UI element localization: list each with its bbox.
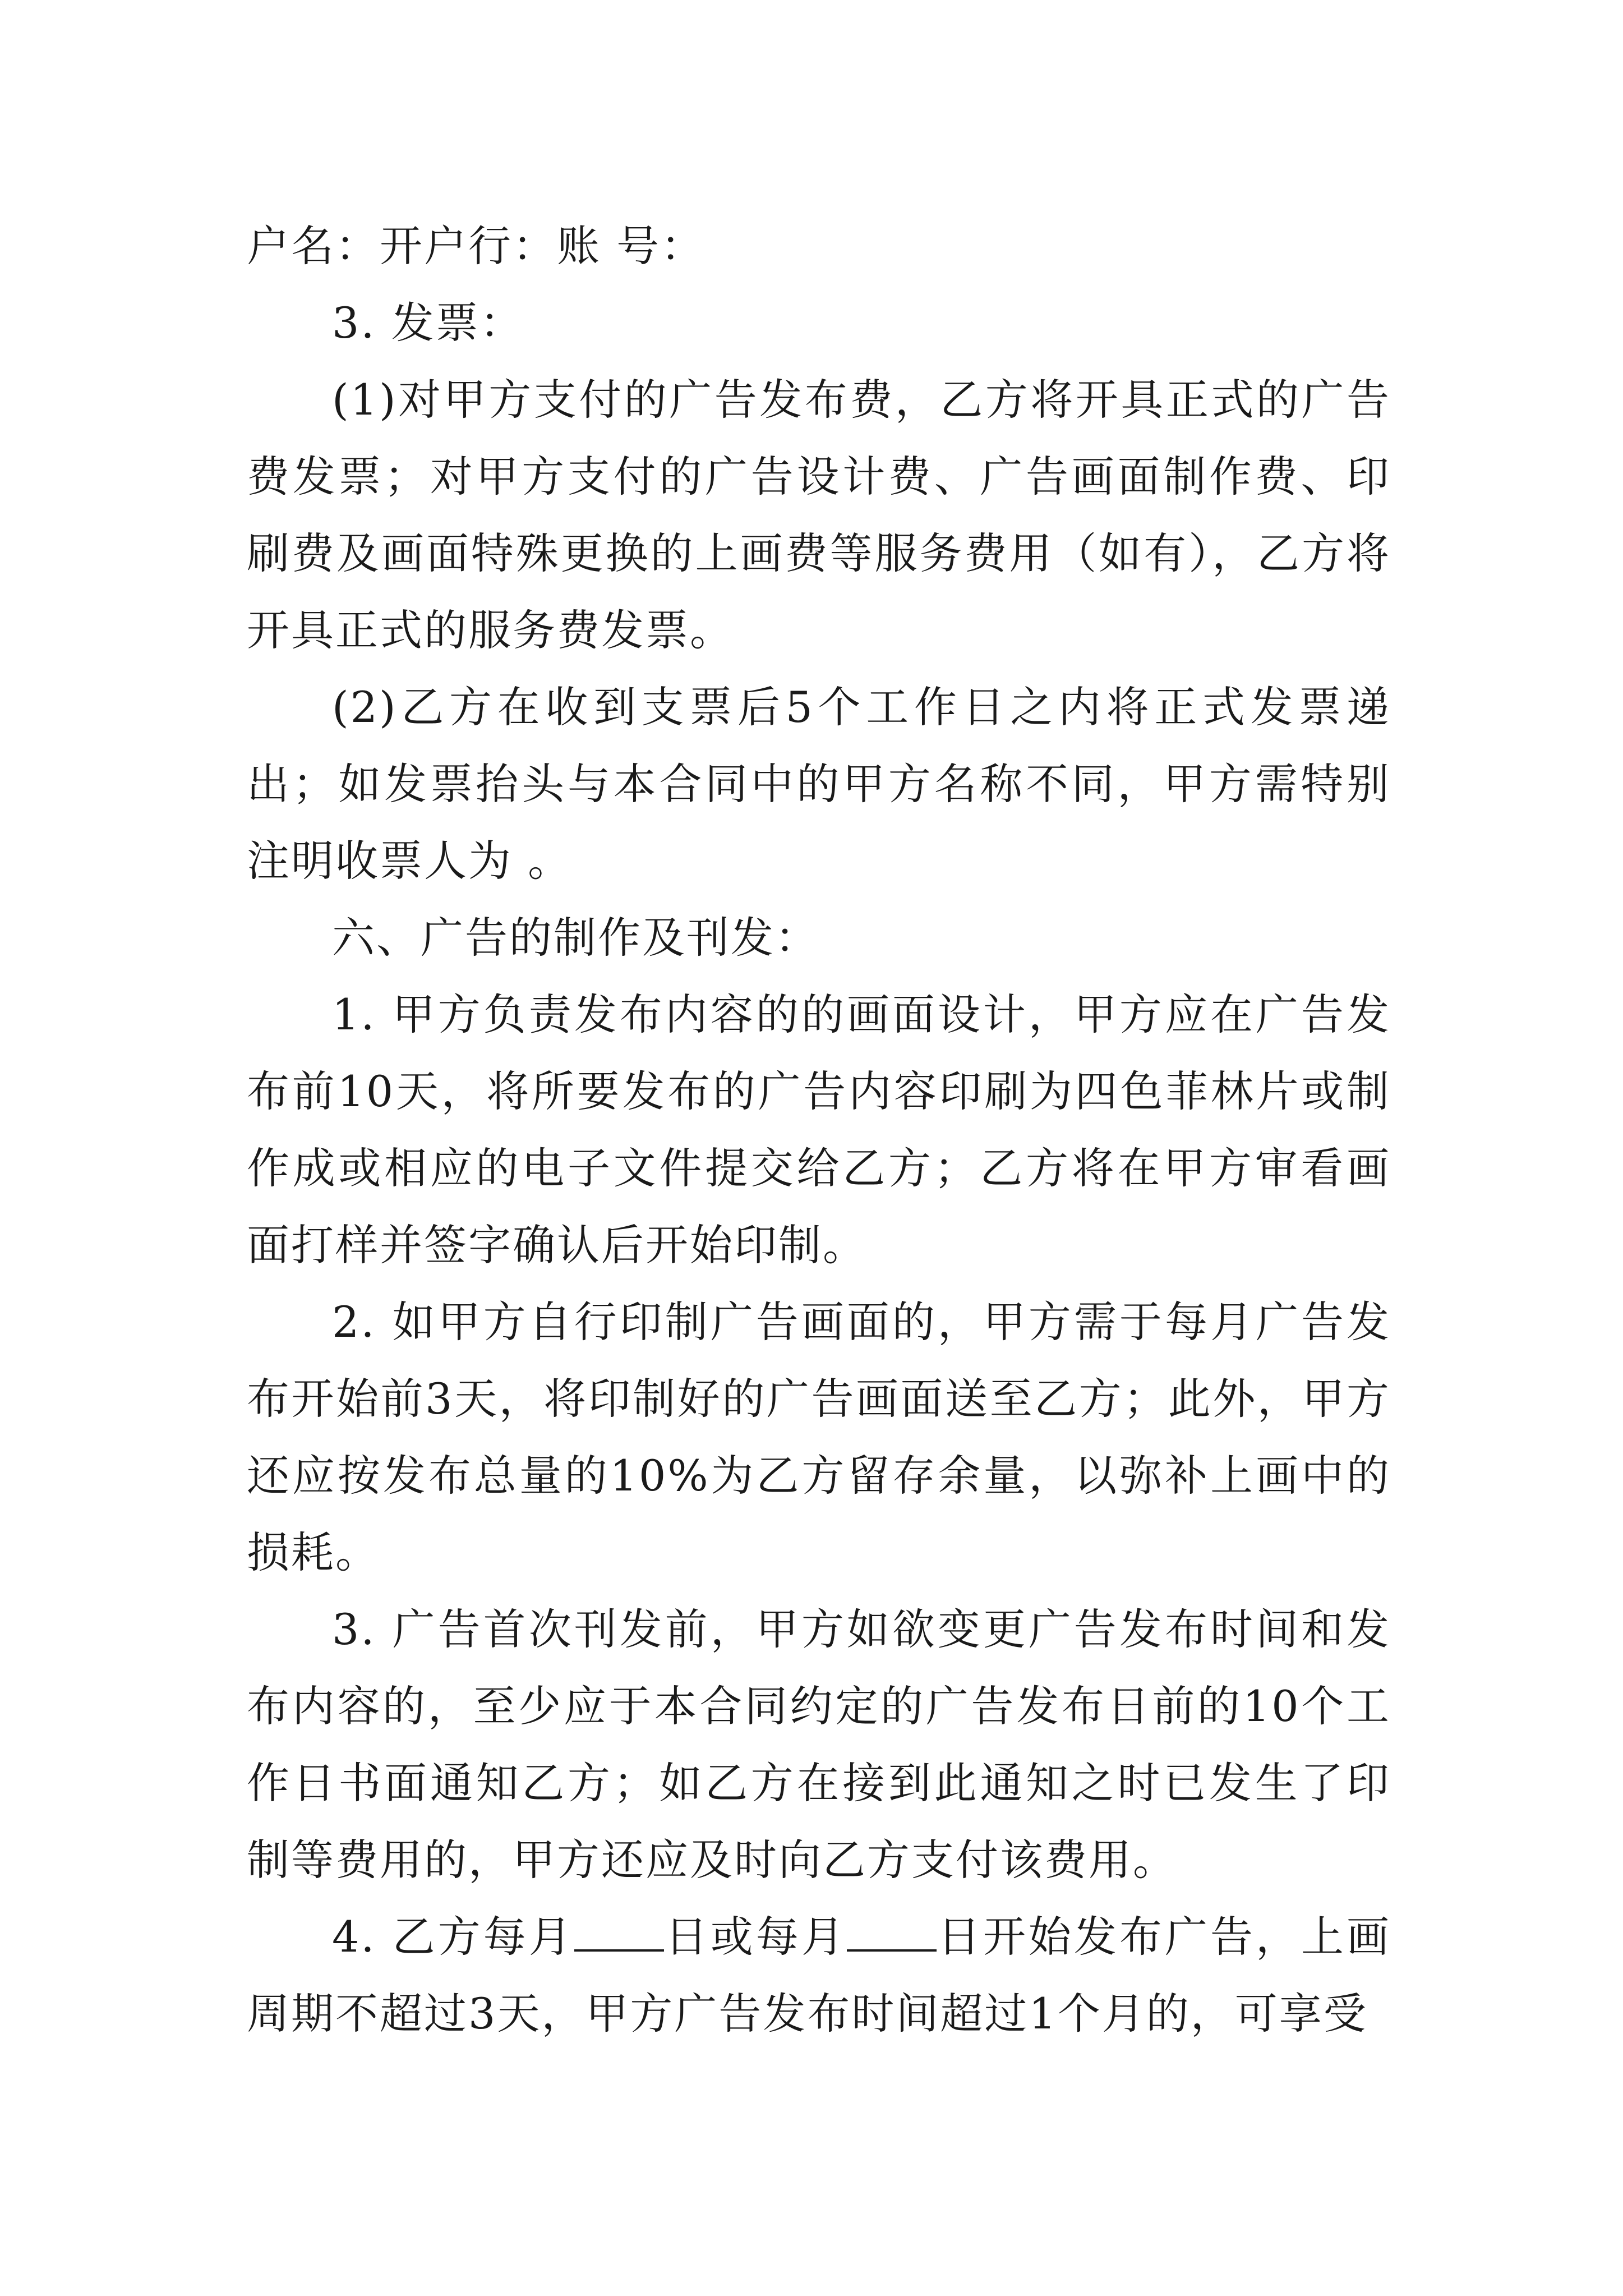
clause-4-part-1: 4. 乙方每月 [332, 1912, 574, 1962]
fill-blank-day-2 [847, 1916, 937, 1952]
production-clause-1: 1. 甲方负责发布内容的的画面设计，甲方应在广告发布前10天，将所要发布的广告内容印刷为四色菲林片或制作成或相应的电子文件提交给乙方；乙方将在甲方审看画面打样并签字确认后开始印制。 [247, 990, 1391, 1270]
production-clause-3: 3. 广告首次刊发前，甲方如欲变更广告发布时间和发布内容的，至少应于本合同约定的广告发布日前的10个工作日书面通知乙方；如乙方在接到此通知之时已发生了印制等费用的，甲方还应及时向乙方支付该费用。 [247, 1604, 1391, 1885]
production-clause-2: 2. 如甲方自行印制广告画面的，甲方需于每月广告发布开始前3天，将印制好的广告画面送至乙方；此外，甲方还应按发布总量的10%为乙方留存余量，以弥补上画中的损耗。 [247, 1297, 1391, 1577]
invoice-clause-1: (1)对甲方支付的广告发布费，乙方将开具正式的广告费发票；对甲方支付的广告设计费、广告画面制作费、印刷费及画面特殊更换的上画费等服务费用（如有），乙方将开具正式的服务费发票。 [247, 375, 1391, 655]
invoice-clause-2: (2)乙方在收到支票后5个工作日之内将正式发票递出；如发票抬头与本合同中的甲方名称不同，甲方需特别注明收票人为 。 [247, 682, 1391, 886]
invoice-heading: 3. 发票： [332, 298, 524, 348]
section-6-heading: 六、广告的制作及刊发： [332, 913, 819, 963]
document-page [247, 208, 1391, 2052]
account-info-line: 户名：开户行：账 号： [247, 221, 706, 271]
clause-4-part-2: 日或每月 [663, 1912, 847, 1962]
clause-4-part-3: 日开始发布广告，上画周期不超过3天，甲方广告发布时间超过1个月的，可享受 [247, 1912, 1391, 2039]
production-clause-4 [247, 1898, 1391, 2052]
fill-blank-day-1 [574, 1916, 664, 1952]
